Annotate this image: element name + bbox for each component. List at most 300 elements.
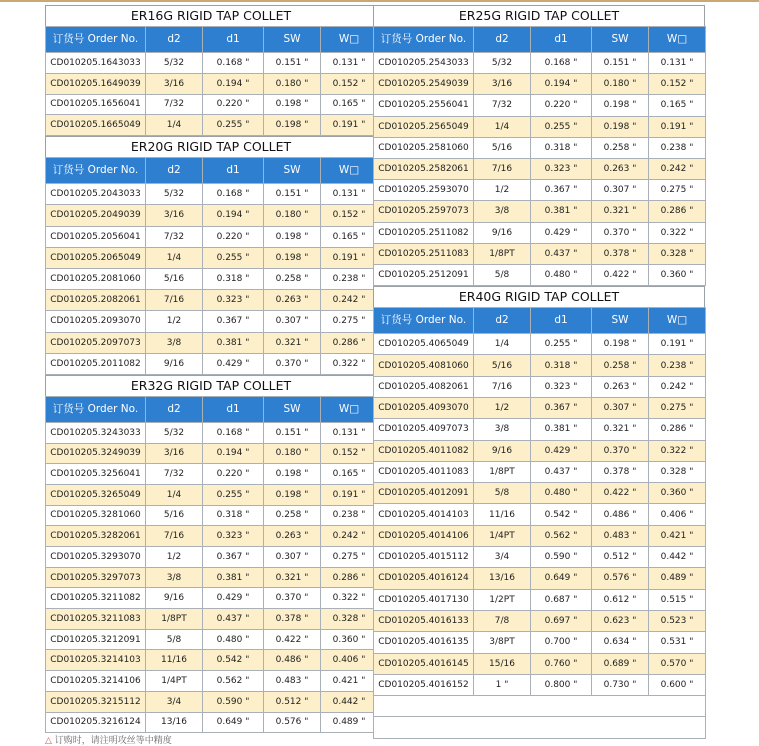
d2-cell: 3/8 — [146, 567, 203, 588]
table-row — [374, 180, 706, 201]
w-header: W□ — [321, 158, 378, 184]
table-row — [374, 632, 706, 653]
table-row — [46, 422, 378, 443]
table-header-row — [46, 158, 378, 184]
d2-cell: 9/16 — [146, 353, 203, 374]
table-row — [46, 115, 378, 136]
w-cell: 0.191 " — [649, 334, 706, 355]
order-no-cell: CD010205.2043033 — [46, 184, 146, 205]
sw-cell: 0.307 " — [264, 311, 321, 332]
order-no-header: 订货号 Order No. — [46, 27, 146, 53]
table-row — [374, 243, 706, 264]
d2-cell: 13/16 — [474, 568, 531, 589]
d2-cell: 3/8 — [474, 201, 531, 222]
table-row — [46, 609, 378, 630]
table-row — [374, 264, 706, 285]
sw-cell: 0.180 " — [264, 205, 321, 226]
d2-cell: 9/16 — [474, 440, 531, 461]
order-no-cell: CD010205.4016145 — [374, 653, 474, 674]
sw-header: SW — [264, 396, 321, 422]
order-no-cell: CD010205.3214106 — [46, 671, 146, 692]
section-title: ER32G RIGID TAP COLLET — [45, 375, 377, 396]
d1-cell: 0.255 " — [531, 334, 592, 355]
sw-cell: 0.307 " — [592, 397, 649, 418]
d2-cell: 1/2 — [474, 397, 531, 418]
order-no-cell: CD010205.4014103 — [374, 504, 474, 525]
sw-cell: 0.198 " — [264, 464, 321, 485]
w-cell: 0.515 " — [649, 589, 706, 610]
table-row — [46, 484, 378, 505]
w-cell: 0.165 " — [321, 226, 378, 247]
empty-row — [374, 717, 706, 738]
d2-cell: 5/16 — [146, 505, 203, 526]
d2-cell: 5/32 — [146, 422, 203, 443]
table-row — [46, 443, 378, 464]
sw-cell: 0.321 " — [592, 201, 649, 222]
d1-cell: 0.480 " — [203, 629, 264, 650]
d2-cell: 3/4 — [146, 691, 203, 712]
d2-cell: 1/4PT — [146, 671, 203, 692]
w-cell: 0.406 " — [321, 650, 378, 671]
sw-cell: 0.307 " — [264, 547, 321, 568]
d1-cell: 0.649 " — [203, 712, 264, 733]
sw-cell: 0.258 " — [592, 355, 649, 376]
table-row — [46, 247, 378, 268]
order-no-cell: CD010205.2565049 — [374, 116, 474, 137]
w-cell: 0.360 " — [649, 483, 706, 504]
w-cell: 0.238 " — [649, 355, 706, 376]
order-no-cell: CD010205.3297073 — [46, 567, 146, 588]
warning-icon: △ — [45, 736, 52, 746]
sw-header: SW — [264, 158, 321, 184]
w-cell: 0.152 " — [321, 73, 378, 94]
d1-cell: 0.323 " — [203, 290, 264, 311]
sw-cell: 0.180 " — [592, 74, 649, 95]
table-row — [374, 137, 706, 158]
table-row — [374, 568, 706, 589]
w-cell: 0.238 " — [321, 505, 378, 526]
collet-table — [373, 307, 706, 739]
d1-cell: 0.381 " — [203, 332, 264, 353]
d2-cell: 1/2 — [146, 547, 203, 568]
sw-cell: 0.307 " — [592, 180, 649, 201]
d1-header: d1 — [203, 27, 264, 53]
d1-cell: 0.800 " — [531, 674, 592, 695]
w-cell: 0.286 " — [321, 567, 378, 588]
sw-cell: 0.634 " — [592, 632, 649, 653]
sw-cell: 0.378 " — [592, 243, 649, 264]
table-row — [46, 184, 378, 205]
d2-cell: 1/4 — [146, 484, 203, 505]
order-no-cell: CD010205.3243033 — [46, 422, 146, 443]
sw-cell: 0.151 " — [264, 422, 321, 443]
d2-cell: 3/16 — [146, 73, 203, 94]
d2-cell: 11/16 — [474, 504, 531, 525]
sw-cell: 0.180 " — [264, 73, 321, 94]
sw-cell: 0.198 " — [592, 95, 649, 116]
table-row — [374, 116, 706, 137]
w-cell: 0.275 " — [321, 547, 378, 568]
d2-cell: 5/32 — [146, 53, 203, 74]
d1-cell: 0.480 " — [531, 483, 592, 504]
order-no-cell: CD010205.2511082 — [374, 222, 474, 243]
order-no-cell: CD010205.2056041 — [46, 226, 146, 247]
order-no-cell: CD010205.2593070 — [374, 180, 474, 201]
sw-cell: 0.486 " — [592, 504, 649, 525]
footer-text: 订购时，请注明攻丝等中精度 — [54, 736, 172, 746]
footer-note — [45, 733, 172, 746]
d1-cell: 0.220 " — [203, 226, 264, 247]
table-row — [46, 332, 378, 353]
sw-header: SW — [264, 27, 321, 53]
sw-cell: 0.198 " — [264, 115, 321, 136]
d1-cell: 0.318 " — [203, 268, 264, 289]
d1-cell: 0.760 " — [531, 653, 592, 674]
w-cell: 0.600 " — [649, 674, 706, 695]
w-cell: 0.191 " — [649, 116, 706, 137]
w-cell: 0.242 " — [649, 376, 706, 397]
d2-cell: 7/16 — [146, 526, 203, 547]
order-no-cell: CD010205.3211083 — [46, 609, 146, 630]
d2-cell: 5/8 — [474, 483, 531, 504]
sw-cell: 0.370 " — [264, 588, 321, 609]
d1-cell: 0.590 " — [203, 691, 264, 712]
order-no-cell: CD010205.2011082 — [46, 353, 146, 374]
order-no-cell: CD010205.3256041 — [46, 464, 146, 485]
sw-cell: 0.370 " — [592, 222, 649, 243]
table-row — [46, 526, 378, 547]
order-no-cell: CD010205.2081060 — [46, 268, 146, 289]
table-row — [46, 353, 378, 374]
table-header-row — [46, 396, 378, 422]
table-row — [46, 671, 378, 692]
sw-cell: 0.258 " — [592, 137, 649, 158]
d1-header: d1 — [531, 27, 592, 53]
w-cell: 0.131 " — [649, 53, 706, 74]
d1-cell: 0.194 " — [203, 205, 264, 226]
d1-cell: 0.687 " — [531, 589, 592, 610]
w-cell: 0.275 " — [649, 180, 706, 201]
order-no-cell: CD010205.2049039 — [46, 205, 146, 226]
empty-cell — [374, 696, 706, 717]
sw-cell: 0.576 " — [592, 568, 649, 589]
table-row — [46, 73, 378, 94]
d1-cell: 0.367 " — [203, 311, 264, 332]
table-row — [374, 525, 706, 546]
d1-cell: 0.367 " — [531, 397, 592, 418]
table-row — [374, 355, 706, 376]
d1-cell: 0.367 " — [531, 180, 592, 201]
order-no-cell: CD010205.4097073 — [374, 419, 474, 440]
w-header: W□ — [649, 308, 706, 334]
d1-cell: 0.437 " — [203, 609, 264, 630]
order-no-header: 订货号 Order No. — [374, 27, 474, 53]
er32g-section — [45, 375, 377, 733]
d2-cell: 1/8PT — [474, 461, 531, 482]
table-row — [46, 691, 378, 712]
d2-cell: 1/4PT — [474, 525, 531, 546]
d1-cell: 0.542 " — [203, 650, 264, 671]
sw-cell: 0.486 " — [264, 650, 321, 671]
w-cell: 0.152 " — [321, 205, 378, 226]
d1-cell: 0.255 " — [203, 115, 264, 136]
d2-cell: 1/8PT — [474, 243, 531, 264]
collet-table — [373, 26, 706, 286]
w-cell: 0.165 " — [649, 95, 706, 116]
sw-cell: 0.151 " — [592, 53, 649, 74]
table-row — [46, 547, 378, 568]
order-no-header: 订货号 Order No. — [46, 158, 146, 184]
table-row — [374, 222, 706, 243]
sw-cell: 0.370 " — [264, 353, 321, 374]
d1-cell: 0.318 " — [203, 505, 264, 526]
table-header-row — [374, 308, 706, 334]
d1-header: d1 — [203, 158, 264, 184]
w-cell: 0.131 " — [321, 53, 378, 74]
d1-cell: 0.194 " — [203, 73, 264, 94]
w-cell: 0.442 " — [321, 691, 378, 712]
sw-cell: 0.180 " — [264, 443, 321, 464]
table-row — [46, 53, 378, 74]
table-row — [374, 674, 706, 695]
d1-cell: 0.700 " — [531, 632, 592, 653]
order-no-cell: CD010205.2065049 — [46, 247, 146, 268]
sw-cell: 0.422 " — [264, 629, 321, 650]
order-no-cell: CD010205.4016133 — [374, 610, 474, 631]
er25g-section — [373, 5, 705, 286]
w-cell: 0.238 " — [649, 137, 706, 158]
section-title: ER20G RIGID TAP COLLET — [45, 136, 377, 157]
sw-cell: 0.151 " — [264, 53, 321, 74]
sw-cell: 0.730 " — [592, 674, 649, 695]
sw-cell: 0.151 " — [264, 184, 321, 205]
order-no-cell: CD010205.4011083 — [374, 461, 474, 482]
d2-cell: 7/32 — [474, 95, 531, 116]
order-no-cell: CD010205.4065049 — [374, 334, 474, 355]
table-row — [46, 629, 378, 650]
d2-header: d2 — [474, 308, 531, 334]
w-header: W□ — [321, 396, 378, 422]
d2-cell: 1/8PT — [146, 609, 203, 630]
empty-cell — [374, 717, 706, 738]
sw-cell: 0.198 " — [264, 247, 321, 268]
left-column — [45, 5, 377, 733]
d1-cell: 0.562 " — [203, 671, 264, 692]
w-cell: 0.523 " — [649, 610, 706, 631]
d2-cell: 5/32 — [146, 184, 203, 205]
d2-cell: 3/8 — [474, 419, 531, 440]
w-cell: 0.165 " — [321, 94, 378, 115]
section-title: ER16G RIGID TAP COLLET — [45, 5, 377, 26]
d2-cell: 15/16 — [474, 653, 531, 674]
er40g-section — [373, 286, 705, 739]
sw-cell: 0.321 " — [592, 419, 649, 440]
d1-cell: 0.318 " — [531, 137, 592, 158]
table-row — [46, 650, 378, 671]
w-cell: 0.531 " — [649, 632, 706, 653]
sw-cell: 0.198 " — [592, 334, 649, 355]
table-row — [374, 95, 706, 116]
order-no-cell: CD010205.2093070 — [46, 311, 146, 332]
order-no-cell: CD010205.4082061 — [374, 376, 474, 397]
w-cell: 0.286 " — [649, 419, 706, 440]
table-header-row — [374, 27, 706, 53]
d2-cell: 1/4 — [474, 334, 531, 355]
d2-cell: 1/2 — [474, 180, 531, 201]
d2-cell: 7/16 — [474, 376, 531, 397]
d2-cell: 9/16 — [474, 222, 531, 243]
sw-cell: 0.689 " — [592, 653, 649, 674]
d2-cell: 3/16 — [474, 74, 531, 95]
order-no-cell: CD010205.1649039 — [46, 73, 146, 94]
d1-cell: 0.429 " — [531, 222, 592, 243]
d1-cell: 0.318 " — [531, 355, 592, 376]
d1-header: d1 — [203, 396, 264, 422]
d2-cell: 5/16 — [474, 355, 531, 376]
table-row — [46, 226, 378, 247]
table-row — [374, 653, 706, 674]
w-cell: 0.152 " — [321, 443, 378, 464]
order-no-header: 订货号 Order No. — [374, 308, 474, 334]
w-cell: 0.489 " — [321, 712, 378, 733]
collet-table — [45, 26, 378, 136]
d2-cell: 1 " — [474, 674, 531, 695]
order-no-cell: CD010205.2511083 — [374, 243, 474, 264]
w-cell: 0.442 " — [649, 547, 706, 568]
d1-cell: 0.220 " — [531, 95, 592, 116]
table-row — [374, 504, 706, 525]
d1-cell: 0.168 " — [531, 53, 592, 74]
table-row — [46, 588, 378, 609]
w-cell: 0.322 " — [321, 588, 378, 609]
collet-table — [45, 157, 378, 375]
table-row — [46, 290, 378, 311]
collet-table — [45, 396, 378, 733]
order-no-cell: CD010205.4012091 — [374, 483, 474, 504]
d1-cell: 0.255 " — [203, 484, 264, 505]
d2-cell: 7/16 — [146, 290, 203, 311]
order-no-header: 订货号 Order No. — [46, 396, 146, 422]
order-no-cell: CD010205.3282061 — [46, 526, 146, 547]
sw-cell: 0.422 " — [592, 264, 649, 285]
order-no-cell: CD010205.4093070 — [374, 397, 474, 418]
w-header: W□ — [321, 27, 378, 53]
d1-cell: 0.590 " — [531, 547, 592, 568]
order-no-cell: CD010205.4016152 — [374, 674, 474, 695]
w-cell: 0.328 " — [649, 243, 706, 264]
d1-cell: 0.381 " — [531, 201, 592, 222]
order-no-cell: CD010205.2512091 — [374, 264, 474, 285]
sw-cell: 0.263 " — [264, 290, 321, 311]
sw-cell: 0.378 " — [592, 461, 649, 482]
w-cell: 0.360 " — [649, 264, 706, 285]
order-no-cell: CD010205.3281060 — [46, 505, 146, 526]
d2-header: d2 — [146, 158, 203, 184]
table-row — [46, 94, 378, 115]
sw-cell: 0.198 " — [264, 94, 321, 115]
d2-cell: 3/8 — [146, 332, 203, 353]
w-cell: 0.328 " — [649, 461, 706, 482]
order-no-cell: CD010205.2097073 — [46, 332, 146, 353]
sw-cell: 0.321 " — [264, 332, 321, 353]
d2-cell: 5/8 — [474, 264, 531, 285]
sw-cell: 0.512 " — [264, 691, 321, 712]
d2-cell: 1/4 — [474, 116, 531, 137]
d1-cell: 0.323 " — [203, 526, 264, 547]
d1-cell: 0.323 " — [531, 376, 592, 397]
section-title: ER25G RIGID TAP COLLET — [373, 5, 705, 26]
table-row — [46, 567, 378, 588]
table-row — [374, 547, 706, 568]
w-cell: 0.191 " — [321, 115, 378, 136]
d1-cell: 0.255 " — [203, 247, 264, 268]
w-cell: 0.421 " — [321, 671, 378, 692]
order-no-cell: CD010205.4017130 — [374, 589, 474, 610]
order-no-cell: CD010205.3265049 — [46, 484, 146, 505]
d1-cell: 0.255 " — [531, 116, 592, 137]
d2-cell: 3/4 — [474, 547, 531, 568]
er20g-section — [45, 136, 377, 375]
d1-cell: 0.168 " — [203, 422, 264, 443]
d2-header: d2 — [474, 27, 531, 53]
order-no-cell: CD010205.2549039 — [374, 74, 474, 95]
d2-cell: 11/16 — [146, 650, 203, 671]
order-no-cell: CD010205.3212091 — [46, 629, 146, 650]
d1-cell: 0.367 " — [203, 547, 264, 568]
d1-cell: 0.323 " — [531, 158, 592, 179]
order-no-cell: CD010205.4011082 — [374, 440, 474, 461]
order-no-cell: CD010205.3211082 — [46, 588, 146, 609]
d1-cell: 0.194 " — [203, 443, 264, 464]
sw-header: SW — [592, 308, 649, 334]
w-cell: 0.421 " — [649, 525, 706, 546]
d1-cell: 0.562 " — [531, 525, 592, 546]
d1-cell: 0.220 " — [203, 464, 264, 485]
table-row — [46, 268, 378, 289]
d1-cell: 0.480 " — [531, 264, 592, 285]
d1-cell: 0.649 " — [531, 568, 592, 589]
w-cell: 0.152 " — [649, 74, 706, 95]
w-cell: 0.489 " — [649, 568, 706, 589]
d1-cell: 0.697 " — [531, 610, 592, 631]
order-no-cell: CD010205.3249039 — [46, 443, 146, 464]
table-row — [374, 610, 706, 631]
sw-cell: 0.512 " — [592, 547, 649, 568]
order-no-cell: CD010205.3214103 — [46, 650, 146, 671]
order-no-cell: CD010205.2582061 — [374, 158, 474, 179]
d1-cell: 0.194 " — [531, 74, 592, 95]
sw-cell: 0.483 " — [264, 671, 321, 692]
order-no-cell: CD010205.4014106 — [374, 525, 474, 546]
w-cell: 0.322 " — [649, 222, 706, 243]
w-cell: 0.286 " — [649, 201, 706, 222]
order-no-cell: CD010205.4081060 — [374, 355, 474, 376]
table-row — [46, 311, 378, 332]
order-no-cell: CD010205.3293070 — [46, 547, 146, 568]
section-title: ER40G RIGID TAP COLLET — [373, 286, 705, 307]
table-row — [374, 201, 706, 222]
order-no-cell: CD010205.2082061 — [46, 290, 146, 311]
w-cell: 0.131 " — [321, 184, 378, 205]
w-cell: 0.242 " — [321, 526, 378, 547]
w-cell: 0.570 " — [649, 653, 706, 674]
d1-cell: 0.542 " — [531, 504, 592, 525]
right-column — [373, 5, 705, 739]
d1-cell: 0.168 " — [203, 184, 264, 205]
order-no-cell: CD010205.3215112 — [46, 691, 146, 712]
sw-cell: 0.483 " — [592, 525, 649, 546]
d2-cell: 7/8 — [474, 610, 531, 631]
